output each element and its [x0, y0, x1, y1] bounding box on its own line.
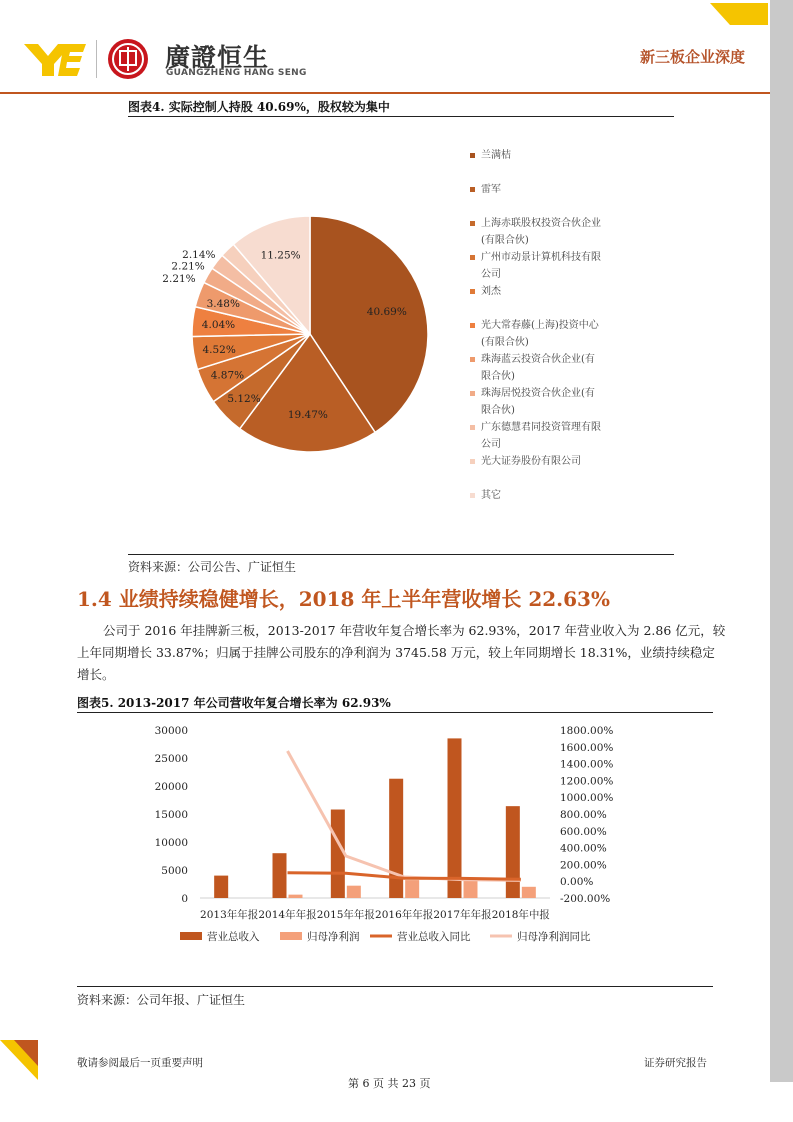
pie-data-label: 2.21%: [171, 260, 205, 273]
pie-data-label: 3.48%: [206, 298, 240, 311]
bar-net-profit: [405, 880, 419, 898]
legend-label: 光大证券股份有限公司: [481, 456, 581, 467]
pie-data-label: 11.25%: [260, 249, 301, 262]
bar-revenue: [448, 738, 462, 898]
bottom-corner-decoration: [0, 1040, 40, 1082]
shareholder-pie-chart: [150, 200, 450, 470]
y-right-tick-label: 800.00%: [560, 809, 607, 821]
line-series: [288, 751, 521, 880]
pie-data-label: 2.14%: [182, 248, 216, 261]
bar-net-profit: [347, 886, 361, 898]
y-right-tick-label: 400.00%: [560, 842, 607, 855]
legend-swatch: [470, 425, 475, 430]
legend-label: 珠海居悦投资合伙企业(有: [481, 388, 595, 399]
x-tick-label: 2018年中报: [491, 909, 550, 921]
legend-label: 光大常春藤(上海)投资中心: [481, 320, 599, 331]
pie-data-label: 4.52%: [202, 343, 236, 356]
pie-legend-item: [470, 385, 640, 419]
legend-swatch: [470, 493, 475, 498]
section-paragraph: 公司于 2016 年挂牌新三板，2013-2017 年营收年复合增长率为 62.93%，2017 年营业收入为 2.86 亿元，较上年同期增长 33.87%；归属于挂牌公司股东的净利润为 3745.58 万元，较上年同期增长 18.31%，业绩持续稳定增长。: [77, 623, 726, 682]
top-corner-decoration: [710, 3, 768, 25]
legend-label: 营业总收入: [207, 931, 260, 943]
figure4-top-rule: [128, 116, 674, 117]
ye-logo-icon: [24, 38, 164, 83]
x-tick-label: 2015年年报: [316, 909, 375, 921]
y-right-tick-label: 1400.00%: [560, 758, 614, 771]
bar-net-profit: [289, 895, 303, 898]
legend-swatch: [470, 153, 475, 158]
x-tick-label: 2017年年报: [433, 909, 492, 921]
bar-revenue: [273, 853, 287, 898]
pie-legend-item: [470, 147, 640, 164]
pie-data-label: 19.47%: [287, 409, 328, 422]
report-type-label: 新三板企业深度: [640, 48, 746, 66]
figure5-source: 资料来源：公司年报、广证恒生: [77, 993, 246, 1007]
y-right-tick-label: 200.00%: [560, 859, 607, 872]
legend-swatch: [470, 187, 475, 192]
legend-label: 广州市动景计算机科技有限: [481, 252, 601, 263]
y-left-tick-label: 25000: [154, 753, 188, 765]
legend-label: 其它: [481, 490, 501, 501]
figure5-top-rule: [77, 712, 713, 713]
legend-label: 归母净利润同比: [517, 931, 591, 943]
legend-swatch: [280, 932, 302, 940]
brand-name-en: GUANGZHENG HANG SENG: [166, 68, 307, 78]
figure4-source: 资料来源：公司公告、广证恒生: [128, 560, 297, 574]
legend-label: (有限合伙): [481, 235, 529, 246]
right-sidebar-bar: [770, 0, 793, 1082]
pie-legend-item: [470, 419, 640, 453]
y-left-tick-label: 15000: [154, 809, 188, 821]
legend-swatch: [470, 391, 475, 396]
legend-swatch: [470, 323, 475, 328]
y-right-tick-label: 1200.00%: [560, 775, 614, 788]
bar-net-profit: [464, 880, 478, 898]
pie-data-label: 4.04%: [201, 319, 236, 332]
figure5-title: 图表5. 2013-2017 年公司营收年复合增长率为 62.93%: [77, 696, 391, 710]
figure4-bottom-rule: [128, 554, 674, 555]
legend-label: 限合伙): [481, 371, 515, 382]
footer-disclaimer: 敬请参阅最后一页重要声明: [77, 1057, 203, 1069]
y-right-tick-label: 1600.00%: [560, 741, 614, 754]
y-left-tick-label: 20000: [154, 781, 188, 793]
y-left-tick-label: 10000: [154, 837, 188, 849]
legend-swatch: [180, 932, 202, 940]
header-rule: [0, 92, 770, 94]
legend-label: 刘杰: [481, 286, 501, 297]
legend-label: 雷军: [481, 184, 501, 195]
bar-revenue: [214, 876, 228, 898]
pie-legend-item: [470, 351, 640, 385]
legend-swatch: [470, 459, 475, 464]
y-right-tick-label: -200.00%: [560, 893, 611, 905]
legend-swatch: [470, 357, 475, 362]
bar-net-profit: [522, 887, 536, 898]
legend-label: 珠海蓝云投资合伙企业(有: [481, 354, 595, 365]
pie-data-label: 5.12%: [227, 393, 261, 406]
revenue-profit-combo-chart: [120, 718, 640, 958]
pie-data-label: 4.87%: [210, 369, 245, 382]
legend-label: 营业总收入同比: [397, 931, 471, 943]
legend-label: 兰满桔: [481, 150, 511, 161]
x-tick-label: 2013年年报: [200, 909, 259, 921]
legend-swatch: [470, 289, 475, 294]
legend-label: 公司: [481, 269, 501, 280]
y-right-tick-label: 600.00%: [560, 825, 607, 838]
pie-data-label: 2.21%: [162, 273, 196, 286]
bar-revenue: [331, 810, 345, 898]
y-right-tick-label: 0.00%: [560, 876, 594, 889]
pie-legend-item: [470, 283, 640, 300]
bar-revenue: [389, 779, 403, 898]
pie-legend-item: [470, 215, 640, 249]
y-left-tick-label: 30000: [154, 725, 188, 737]
y-right-tick-label: 1000.00%: [560, 792, 614, 805]
y-left-tick-label: 5000: [161, 865, 188, 877]
x-tick-label: 2016年年报: [375, 909, 434, 921]
section-heading: 1.4 业绩持续稳健增长，2018 年上半年营收增长 22.63%: [77, 587, 610, 611]
legend-label: 公司: [481, 439, 501, 450]
figure5-bottom-rule: [77, 986, 713, 987]
pie-data-label: 40.69%: [366, 305, 407, 318]
pie-legend-item: [470, 487, 640, 504]
y-right-tick-label: 1800.00%: [560, 725, 614, 737]
legend-swatch: [470, 221, 475, 226]
legend-swatch: [470, 255, 475, 260]
x-tick-label: 2014年年报: [258, 909, 317, 921]
pie-legend-item: [470, 317, 640, 351]
footer-doc-type: 证券研究报告: [644, 1057, 707, 1069]
pie-legend-item: [470, 181, 640, 198]
pie-legend-item: [470, 453, 640, 470]
legend-label: (有限合伙): [481, 337, 529, 348]
legend-label: 广东德慧君同投资管理有限: [481, 422, 601, 433]
legend-label: 限合伙): [481, 405, 515, 416]
bar-revenue: [506, 806, 520, 898]
brand-name-cn: 廣證恒生: [165, 43, 270, 72]
pie-legend-item: [470, 249, 640, 283]
y-left-tick-label: 0: [181, 893, 188, 905]
legend-label: 上海赤联股权投资合伙企业: [481, 218, 601, 229]
page-number: 第 6 页 共 23 页: [348, 1077, 431, 1090]
legend-label: 归母净利润: [307, 931, 360, 943]
figure4-title: 图表4. 实际控制人持股 40.69%，股权较为集中: [128, 100, 390, 114]
